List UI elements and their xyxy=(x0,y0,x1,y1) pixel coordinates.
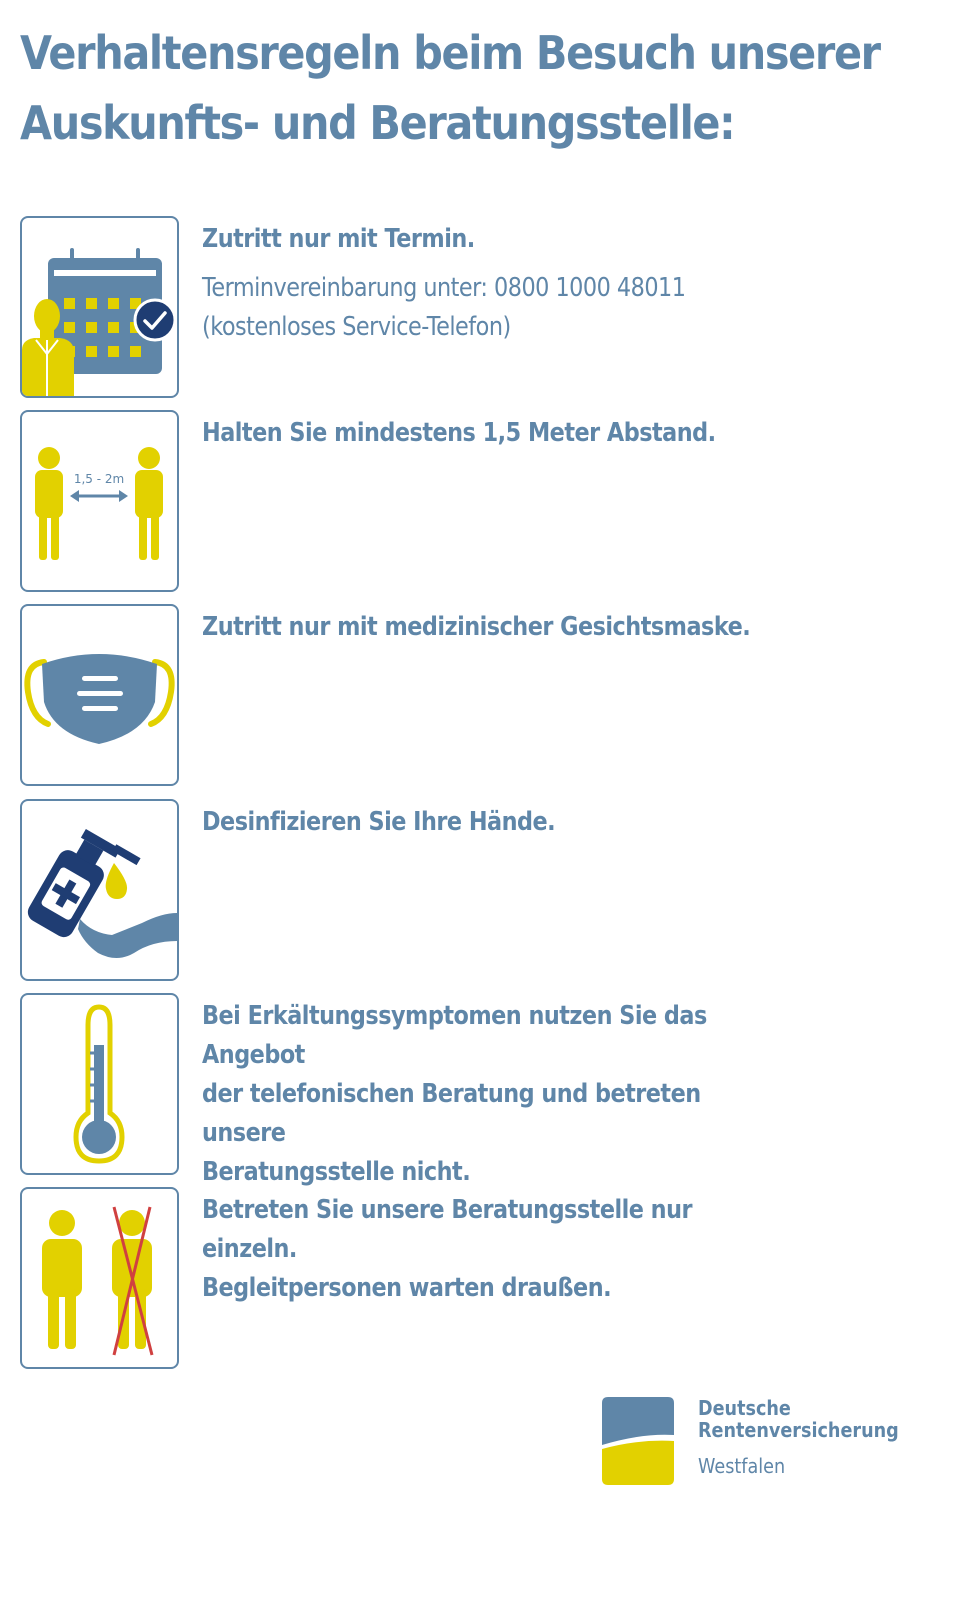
thermometer-icon xyxy=(20,993,179,1175)
logo-line-2: Rentenversicherung xyxy=(698,1418,899,1442)
title-line-1: Verhaltensregeln beim Besuch unserer xyxy=(20,26,880,80)
page-title xyxy=(20,18,880,158)
face-mask-icon xyxy=(20,604,179,786)
logo-region: Westfalen xyxy=(698,1454,786,1478)
rule-subtext: Terminvereinbarung unter: 0800 1000 48011 (kostenloses Service-Telefon) xyxy=(202,273,686,342)
distance-label: 1,5 - 2m xyxy=(73,472,125,486)
rule-distance xyxy=(20,410,880,591)
rule-symptoms xyxy=(20,993,880,1187)
single-person-icon xyxy=(20,1187,179,1369)
drv-logo xyxy=(602,1397,902,1487)
rule-text: Bei Erkältungssymptomen nutzen Sie das Angebot der telefonischen Beratung und betreten unsere Beratungsstelle nicht. xyxy=(202,1001,707,1187)
rule-text: Zutritt nur mit medizinischer Gesichtsmaske. xyxy=(202,612,751,642)
rule-text: Betreten Sie unsere Beratungsstelle nur einzeln. Begleitpersonen warten draußen. xyxy=(202,1195,692,1303)
rule-appointment xyxy=(20,216,880,397)
hand-sanitizer-icon xyxy=(20,799,179,981)
drv-logo-mark xyxy=(602,1397,674,1485)
title-line-2: Auskunfts- und Beratungsstelle: xyxy=(20,96,735,150)
rule-text: Desinfizieren Sie Ihre Hände. xyxy=(202,807,556,837)
rule-mask xyxy=(20,604,880,785)
rule-text: Halten Sie mindestens 1,5 Meter Abstand. xyxy=(202,418,716,448)
logo-line-1: Deutsche xyxy=(698,1396,791,1420)
distance-icon xyxy=(20,410,179,592)
rule-text: Zutritt nur mit Termin. xyxy=(202,224,475,254)
rule-sanitizer xyxy=(20,799,880,980)
rule-single-entry xyxy=(20,1187,880,1368)
calendar-appointment-icon xyxy=(20,216,179,398)
